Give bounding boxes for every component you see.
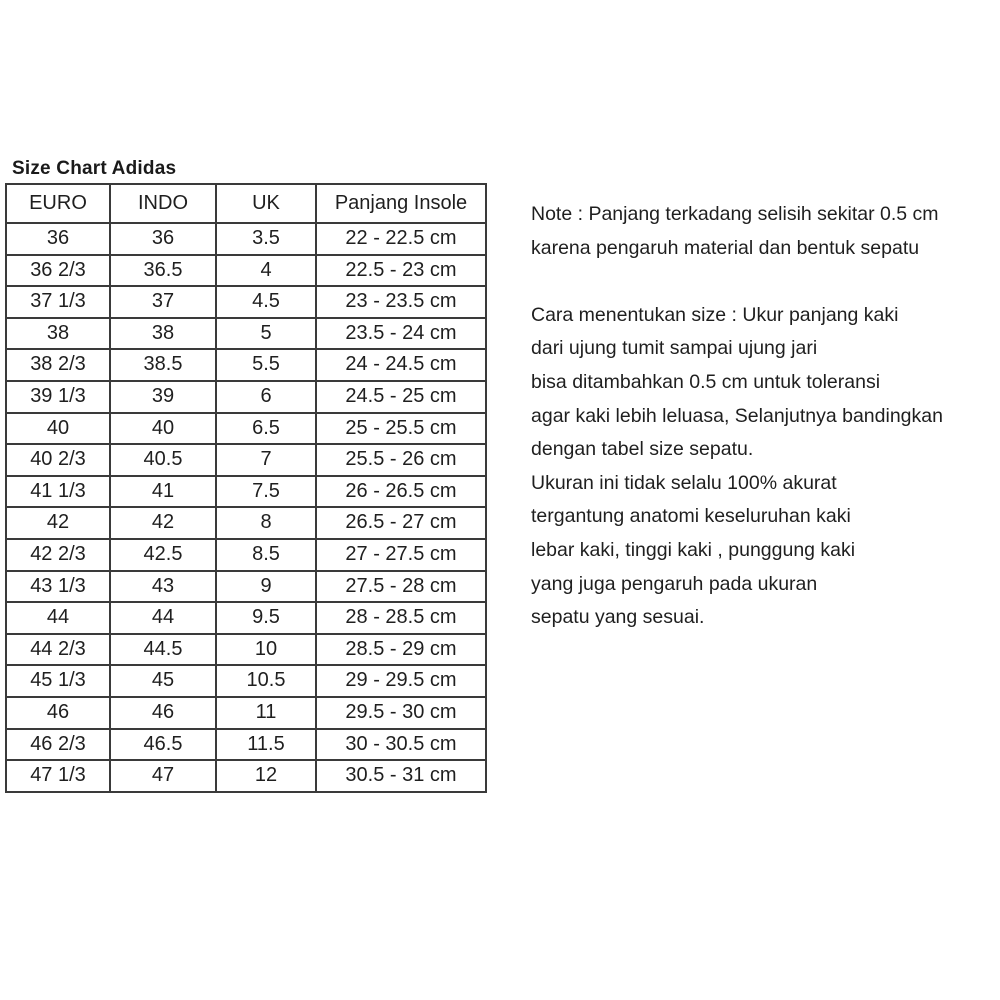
insole-cell: 24.5 - 25 cm (316, 381, 486, 413)
insole-cell: 29.5 - 30 cm (316, 697, 486, 729)
indo-cell: 42 (110, 507, 216, 539)
size-chart-table (5, 183, 487, 793)
indo-cell: 39 (110, 381, 216, 413)
indo-cell: 45 (110, 665, 216, 697)
indo-cell: 36.5 (110, 255, 216, 287)
uk-cell: 7 (216, 444, 316, 476)
guide-line: bisa ditambahkan 0.5 cm untuk toleransi (531, 370, 881, 393)
euro-cell: 42 (6, 507, 110, 539)
table-row (6, 634, 486, 666)
guide-line: agar kaki lebih leluasa, Selanjutnya bandingkan (531, 404, 943, 427)
uk-cell: 11 (216, 697, 316, 729)
indo-cell: 40.5 (110, 444, 216, 476)
guide-line: yang juga pengaruh pada ukuran (531, 572, 818, 595)
header-indo: INDO (110, 184, 216, 223)
indo-cell: 36 (110, 223, 216, 255)
insole-cell: 27 - 27.5 cm (316, 539, 486, 571)
indo-cell: 40 (110, 413, 216, 445)
uk-cell: 6.5 (216, 413, 316, 445)
uk-cell: 6 (216, 381, 316, 413)
uk-cell: 10.5 (216, 665, 316, 697)
insole-cell: 25.5 - 26 cm (316, 444, 486, 476)
table-row (6, 444, 486, 476)
uk-cell: 10 (216, 634, 316, 666)
header-insole-length: Panjang Insole (316, 184, 486, 223)
euro-cell: 46 (6, 697, 110, 729)
table-row (6, 760, 486, 792)
uk-cell: 7.5 (216, 476, 316, 508)
indo-cell: 47 (110, 760, 216, 792)
uk-cell: 8.5 (216, 539, 316, 571)
uk-cell: 11.5 (216, 729, 316, 761)
guide-line: Cara menentukan size : Ukur panjang kaki (531, 303, 899, 326)
euro-cell: 40 (6, 413, 110, 445)
insole-cell: 23.5 - 24 cm (316, 318, 486, 350)
table-row (6, 476, 486, 508)
uk-cell: 12 (216, 760, 316, 792)
euro-cell: 44 (6, 602, 110, 634)
indo-cell: 43 (110, 571, 216, 603)
insole-cell: 23 - 23.5 cm (316, 286, 486, 318)
table-row (6, 413, 486, 445)
indo-cell: 37 (110, 286, 216, 318)
uk-cell: 9 (216, 571, 316, 603)
table-header-row (6, 184, 486, 223)
table-row (6, 697, 486, 729)
indo-cell: 46 (110, 697, 216, 729)
euro-cell: 42 2/3 (6, 539, 110, 571)
insole-cell: 27.5 - 28 cm (316, 571, 486, 603)
euro-cell: 36 2/3 (6, 255, 110, 287)
note-line: Note : Panjang terkadang selisih sekitar 0.5 cm (531, 203, 939, 225)
table-row (6, 571, 486, 603)
euro-cell: 45 1/3 (6, 665, 110, 697)
table-row (6, 381, 486, 413)
table-row (6, 539, 486, 571)
euro-cell: 41 1/3 (6, 476, 110, 508)
insole-cell: 22.5 - 23 cm (316, 255, 486, 287)
euro-cell: 47 1/3 (6, 760, 110, 792)
indo-cell: 38 (110, 318, 216, 350)
insole-cell: 28 - 28.5 cm (316, 602, 486, 634)
uk-cell: 3.5 (216, 223, 316, 255)
insole-cell: 26.5 - 27 cm (316, 507, 486, 539)
insole-cell: 26 - 26.5 cm (316, 476, 486, 508)
table-body (6, 223, 486, 792)
insole-cell: 25 - 25.5 cm (316, 413, 486, 445)
euro-cell: 39 1/3 (6, 381, 110, 413)
note-line: karena pengaruh material dan bentuk sepatu (531, 236, 920, 259)
table-row (6, 507, 486, 539)
insole-cell: 30 - 30.5 cm (316, 729, 486, 761)
table-row (6, 665, 486, 697)
euro-cell: 40 2/3 (6, 444, 110, 476)
indo-cell: 41 (110, 476, 216, 508)
euro-cell: 37 1/3 (6, 286, 110, 318)
euro-cell: 36 (6, 223, 110, 255)
uk-cell: 5.5 (216, 349, 316, 381)
guide-line: dengan tabel size sepatu. (531, 438, 754, 461)
uk-cell: 9.5 (216, 602, 316, 634)
table-row (6, 602, 486, 634)
table-row (6, 223, 486, 255)
indo-cell: 38.5 (110, 349, 216, 381)
euro-cell: 38 2/3 (6, 349, 110, 381)
euro-cell: 46 2/3 (6, 729, 110, 761)
guide-line: lebar kaki, tinggi kaki , punggung kaki (531, 538, 856, 561)
indo-cell: 46.5 (110, 729, 216, 761)
insole-cell: 30.5 - 31 cm (316, 760, 486, 792)
indo-cell: 44 (110, 602, 216, 634)
header-euro: EURO (6, 184, 110, 223)
indo-cell: 44.5 (110, 634, 216, 666)
guide-line: Ukuran ini tidak selalu 100% akurat (531, 471, 837, 494)
uk-cell: 4 (216, 255, 316, 287)
insole-cell: 28.5 - 29 cm (316, 634, 486, 666)
insole-cell: 22 - 22.5 cm (316, 223, 486, 255)
euro-cell: 43 1/3 (6, 571, 110, 603)
euro-cell: 44 2/3 (6, 634, 110, 666)
size-chart-title: Size Chart Adidas (12, 158, 177, 179)
header-uk: UK (216, 184, 316, 223)
guide-line: sepatu yang sesuai. (531, 606, 705, 629)
euro-cell: 38 (6, 318, 110, 350)
table-row (6, 318, 486, 350)
table-row (6, 255, 486, 287)
guide-line: dari ujung tumit sampai ujung jari (531, 337, 818, 360)
note-spacer (531, 265, 943, 299)
table-row (6, 729, 486, 761)
uk-cell: 5 (216, 318, 316, 350)
guide-line: tergantung anatomi keseluruhan kaki (531, 505, 851, 528)
uk-cell: 8 (216, 507, 316, 539)
insole-cell: 24 - 24.5 cm (316, 349, 486, 381)
table-row (6, 349, 486, 381)
notes-panel (531, 198, 943, 635)
insole-cell: 29 - 29.5 cm (316, 665, 486, 697)
indo-cell: 42.5 (110, 539, 216, 571)
uk-cell: 4.5 (216, 286, 316, 318)
table-row (6, 286, 486, 318)
